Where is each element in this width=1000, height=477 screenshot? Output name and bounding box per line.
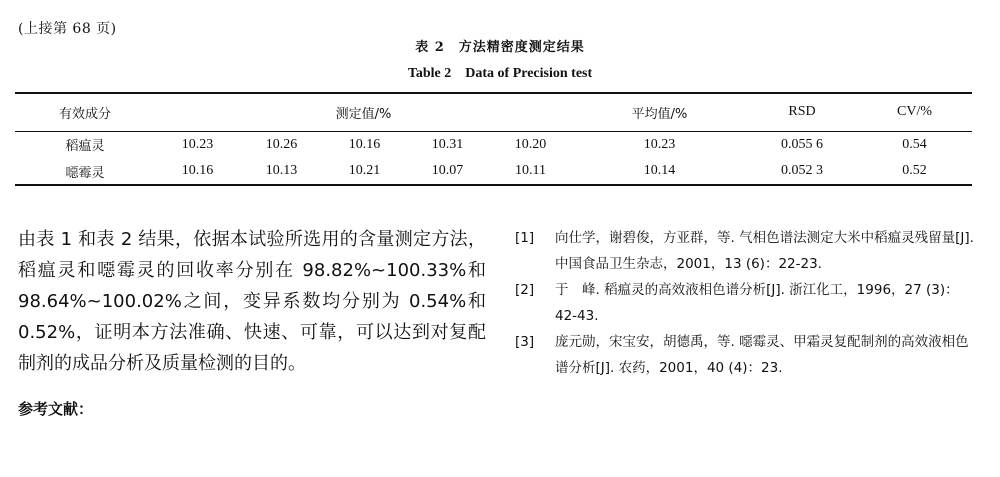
header-rsd: RSD	[788, 104, 816, 120]
conclusion-paragraph: 由表 1 和表 2 结果，依据本试验所选用的含量测定方法，稻瘟灵和噁霉灵的回收率分别在 98.82%~100.33%和 98.64%~100.02%之间，变异系数均分别为 0.54%和 0.52%，证明本方法准确、快速、可靠，可以达到对复配制剂的成品分析及质量检测的目的。	[18, 229, 486, 374]
table-row	[15, 131, 972, 158]
reference-text: 庞元勋，宋宝安，胡德禹，等. 噁霉灵、甲霜灵复配制剂的高效液相色谱分析[J]. 农药，2001，40 (4)：23.	[555, 334, 969, 376]
measured-value: 10.07	[406, 158, 489, 185]
header-cv: CV/%	[897, 104, 932, 120]
measured-value: 10.26	[265, 136, 298, 152]
reference-number: [3]	[515, 334, 535, 350]
table-caption-cn: 表 2 方法精密度测定结果	[415, 40, 585, 55]
references-heading: 参考文献：	[18, 400, 94, 418]
header-measured: 测定值/%	[335, 106, 392, 122]
measured-value: 10.16	[348, 136, 381, 152]
measured-value: 10.13	[240, 158, 323, 185]
reference-item	[515, 225, 980, 277]
reference-number: [1]	[515, 230, 535, 246]
cv-value: 0.54	[902, 136, 927, 152]
measured-value: 10.31	[431, 136, 464, 152]
header-mean: 平均值/%	[631, 106, 688, 122]
measured-value: 10.11	[489, 158, 572, 185]
measured-value: 10.21	[323, 158, 406, 185]
row-component-name: 噁霉灵	[15, 158, 155, 185]
page-continuation-note: (上接第 68 页)	[18, 21, 117, 37]
reference-text: 向仕学，谢碧俊，方亚群，等. 气相色谱法测定大米中稻瘟灵残留量[J]. 中国食品卫生杂志，2001，13 (6)：22-23.	[555, 230, 974, 272]
row-component-name: 稻瘟灵	[65, 139, 105, 155]
reference-item	[515, 329, 980, 381]
measured-value: 10.16	[155, 158, 240, 185]
mean-value: 10.23	[643, 136, 676, 152]
table-header-row	[15, 93, 972, 131]
reference-number: [2]	[515, 282, 535, 298]
table-row	[15, 158, 972, 185]
rsd-value: 0.052 3	[747, 158, 857, 185]
mean-value: 10.14	[572, 158, 747, 185]
table-caption-en: Table 2 Data of Precision test	[407, 66, 593, 81]
cv-value: 0.52	[857, 158, 972, 185]
rsd-value: 0.055 6	[781, 136, 823, 152]
reference-list	[515, 225, 980, 381]
precision-table	[15, 92, 972, 186]
header-component: 有效成分	[58, 106, 111, 122]
measured-value: 10.20	[514, 136, 547, 152]
measured-value: 10.23	[181, 136, 214, 152]
reference-item	[515, 277, 980, 329]
reference-text: 于 峰. 稻瘟灵的高效液相色谱分析[J]. 浙江化工，1996，27 (3)：42-43.	[555, 282, 959, 324]
